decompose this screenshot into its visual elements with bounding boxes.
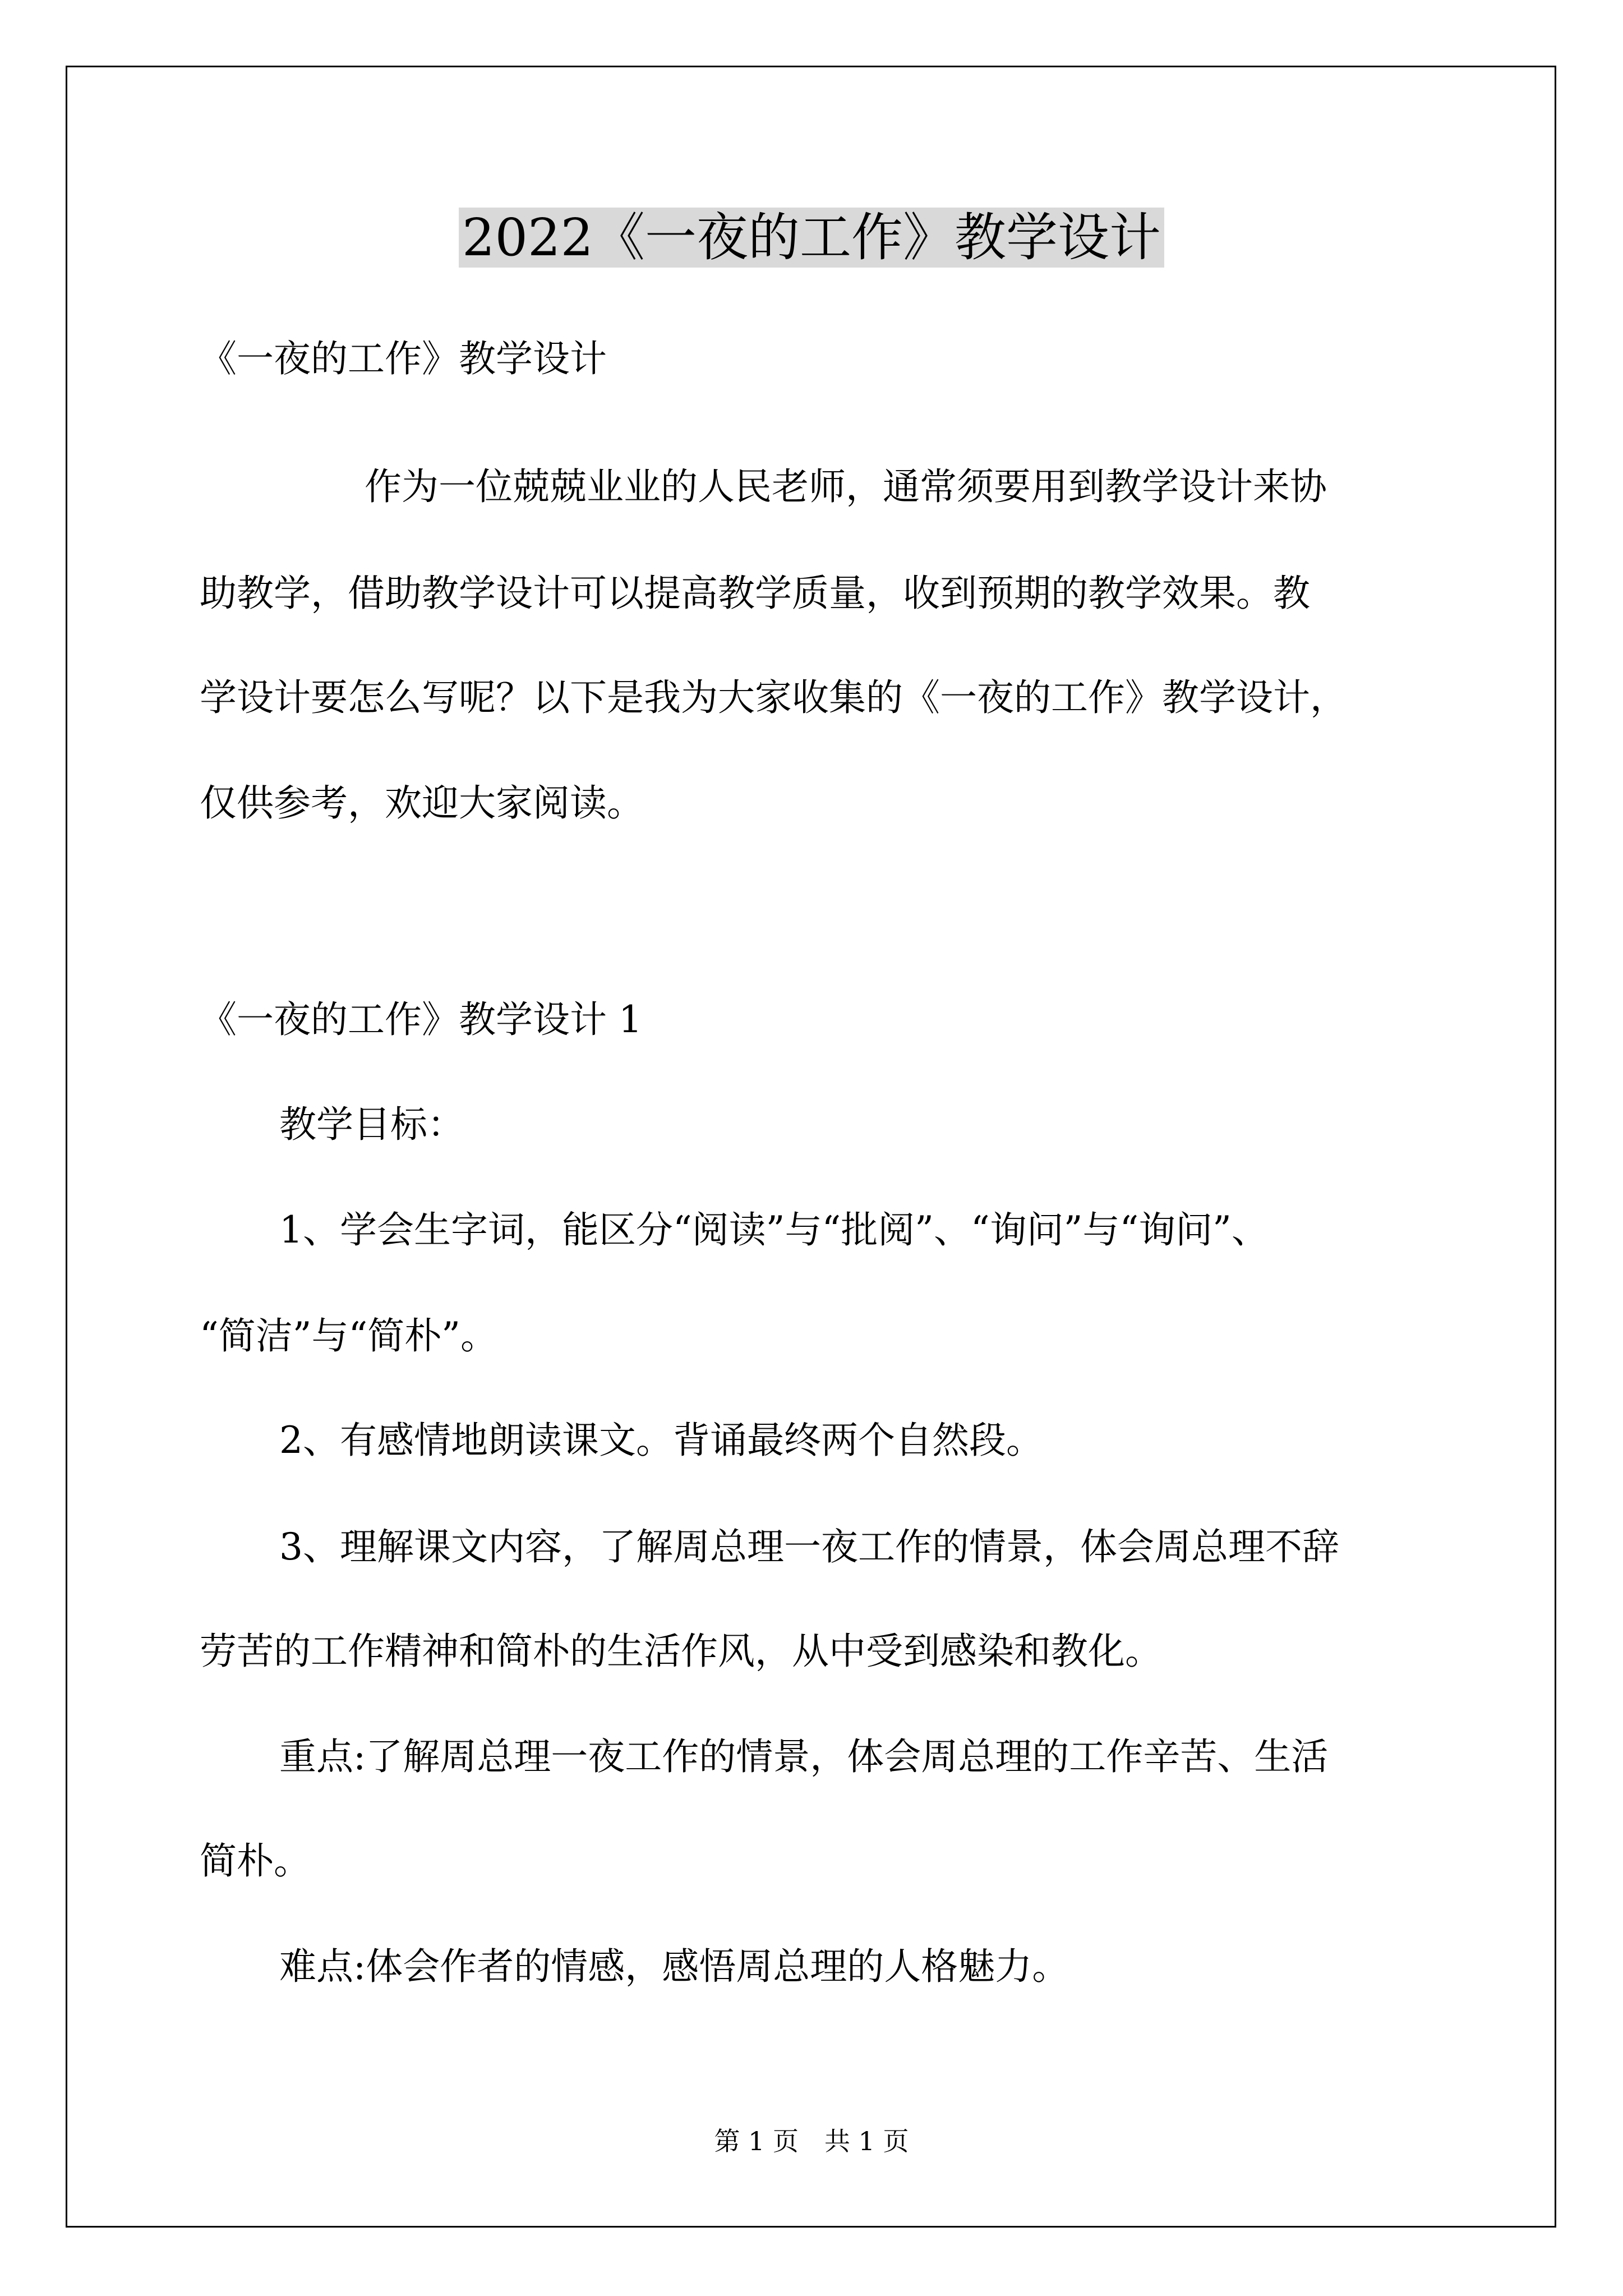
document-title: 2022《一夜的工作》教学设计 xyxy=(0,199,1623,277)
intro-heading: 《一夜的工作》教学设计 xyxy=(200,337,607,380)
body-line-3a: 3、理解课文内容，了解周总理一夜工作的情景，体会周总理不辞 xyxy=(279,1525,1339,1568)
page-footer: 第 1 页 共 1 页 xyxy=(714,2126,909,2156)
body-line-key-a: 重点:了解周总理一夜工作的情景，体会周总理的工作辛苦、生活 xyxy=(279,1735,1329,1778)
body-line-key-b: 简朴。 xyxy=(200,1839,311,1883)
intro-line-1: 作为一位兢兢业业的人民老师，通常须要用到教学设计来协 xyxy=(365,465,1327,508)
body-line-objectives: 教学目标： xyxy=(279,1103,464,1146)
intro-line-2: 助教学，借助教学设计可以提高教学质量，收到预期的教学效果。教 xyxy=(200,572,1310,615)
body-line-1b: “简洁”与“简朴”。 xyxy=(200,1314,497,1358)
section-heading: 《一夜的工作》教学设计 1 xyxy=(200,998,642,1041)
intro-line-3: 学设计要怎么写呢？以下是我为大家收集的《一夜的工作》教学设计， xyxy=(200,676,1347,719)
body-line-3b: 劳苦的工作精神和简朴的生活作风，从中受到感染和教化。 xyxy=(200,1630,1162,1673)
body-line-2: 2、有感情地朗读课文。背诵最终两个自然段。 xyxy=(279,1419,1043,1462)
body-line-difficulty: 难点:体会作者的情感，感悟周总理的人格魅力。 xyxy=(279,1945,1069,1988)
body-line-1a: 1、学会生字词，能区分“阅读”与“批阅”、“询问”与“询问”、 xyxy=(279,1208,1269,1251)
intro-line-4: 仅供参考，欢迎大家阅读。 xyxy=(200,781,644,825)
